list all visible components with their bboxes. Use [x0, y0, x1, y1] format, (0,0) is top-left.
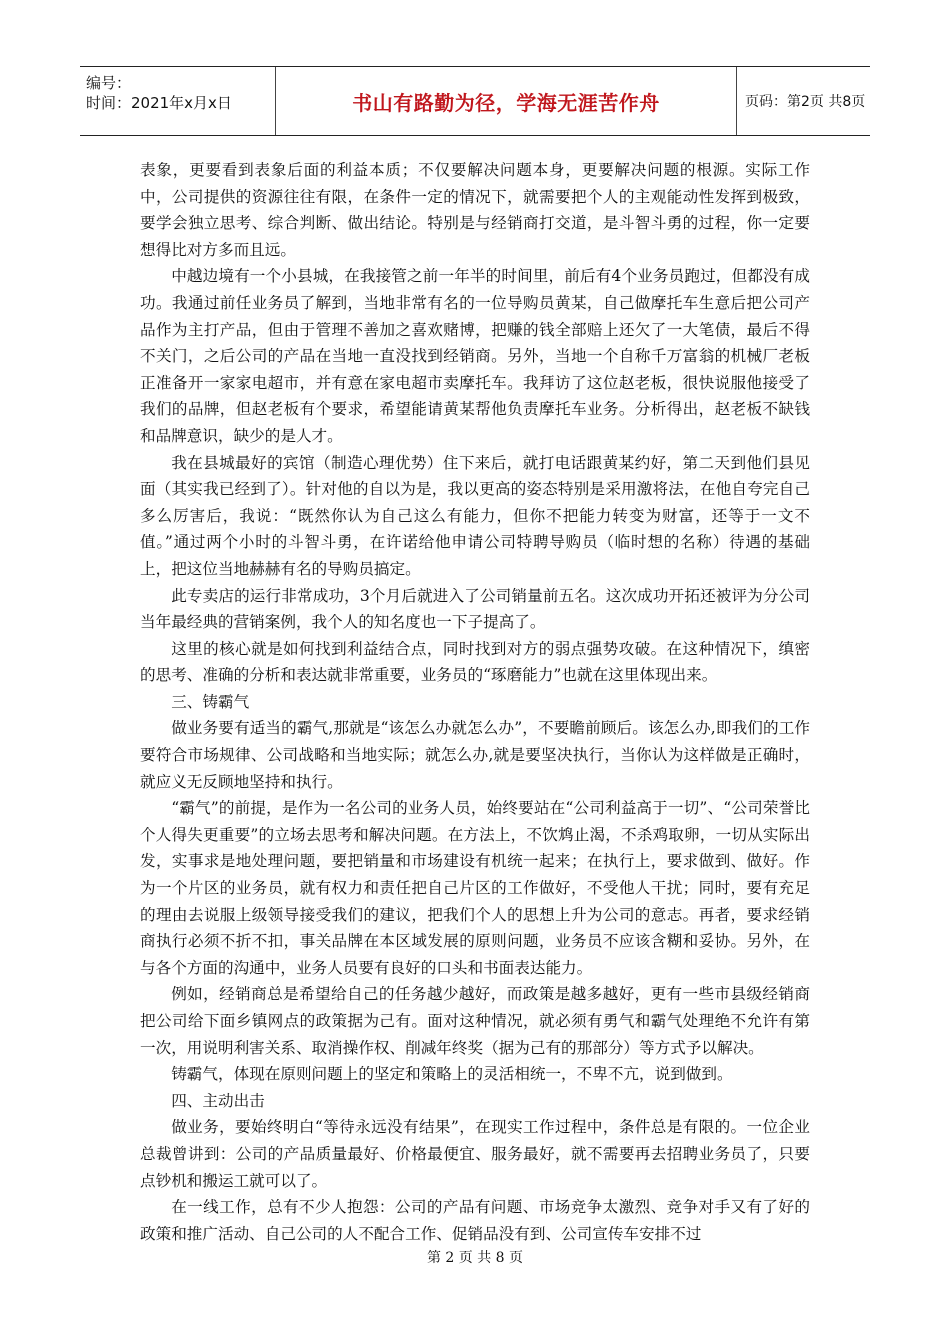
- paragraph: 中越边境有一个小县城，在我接管之前一年半的时间里，前后有4个业务员跑过，但都没有成功。我通过前任业务员了解到，当地非常有名的一位导购员黄某，自己做摩托车生意后把公司产品作为主打产品，但由于管理不善加之喜欢赌博，把赚的钱全部赔上还欠了一大笔债，最后不得不关门，之后公司的产品在当地一直没找到经销商。另外，当地一个自称千万富翁的机械厂老板正准备开一家家电超市，并有意在家电超市卖摩托车。我拜访了这位赵老板，很快说服他接受了我们的品牌，但赵老板有个要求，希望能请黄某帮他负责摩托车业务。分析得出，赵老板不缺钱和品牌意识，缺少的是人才。: [140, 267, 810, 445]
- paragraph: 在一线工作，总有不少人抱怨：公司的产品有问题、市场竞争太激烈、竞争对手又有了好的政策和推广活动、自己公司的人不配合工作、促销品没有到、公司宣传车安排不过: [140, 1198, 810, 1243]
- section-heading: 四、主动出击: [171, 1091, 265, 1110]
- header-motto-cell: [276, 67, 737, 135]
- document-time-label: 时间：2021年x月x日: [86, 94, 232, 112]
- paragraph: 做业务，要始终明白“等待永远没有结果”，在现实工作过程中，条件总是有限的。一位企业总裁曾讲到：公司的产品质量最好、价格最便宜、服务最好，就不需要再去招聘业务员了，只要点钞机和搬运工就可以了。: [140, 1118, 810, 1190]
- document-body: [140, 157, 810, 1247]
- header-meta: [80, 67, 276, 135]
- header-page-info: 页码：第2页 共8页: [745, 94, 866, 110]
- paragraph: 我在县城最好的宾馆（制造心理优势）住下来后，就打电话跟黄某约好，第二天到他们县见面（其实我已经到了）。针对他的自以为是，我以更高的姿态特别是采用激将法，在他自夸完自己多么厉害后，我说：“既然你认为自己这么有能力，但你不把能力转变为财富，还等于一文不值。”通过两个小时的斗智斗勇，在许诺给他申请公司特聘导购员（临时想的名称）待遇的基础上，把这位当地赫赫有名的导购员搞定。: [140, 453, 810, 578]
- paragraph: 铸霸气，体现在原则问题上的坚定和策略上的灵活相统一，不卑不亢，说到做到。: [171, 1065, 733, 1084]
- section-heading: 三、铸霸气: [171, 692, 250, 711]
- paragraph: 这里的核心就是如何找到利益结合点，同时找到对方的弱点强势攻破。在这种情况下，缜密的思考、准确的分析和表达就非常重要，业务员的“琢磨能力”也就在这里体现出来。: [140, 639, 810, 685]
- header-page-cell: [737, 67, 870, 135]
- page-header: [80, 66, 870, 136]
- paragraph: “霸气”的前提，是作为一名公司的业务人员，始终要站在“公司利益高于一切”、“公司荣誉比个人得失更重要”的立场去思考和解决问题。在方法上，不饮鸩止渴，不杀鸡取卵，一切从实际出发，实事求是地处理问题，要把销量和市场建设有机统一起来；在执行上，要求做到、做好。作为一个片区的业务员，就有权力和责任把自己片区的工作做好，不受他人干扰；同时，要有充足的理由去说服上级领导接受我们的建议，把我们个人的思想上升为公司的意志。再者，要求经销商执行必须不折不扣，事关品牌在本区域发展的原则问题，业务员不应该含糊和妥协。另外，在与各个方面的沟通中，业务人员要有良好的口头和书面表达能力。: [140, 799, 810, 977]
- paragraph: 此专卖店的运行非常成功，3个月后就进入了公司销量前五名。这次成功开拓还被评为分公司当年最经典的营销案例，我个人的知名度也一下子提高了。: [140, 586, 810, 632]
- page-footer: 第 2 页 共 8 页: [426, 1250, 524, 1266]
- document-number-label: 编号：: [86, 74, 132, 92]
- paragraph: 做业务要有适当的霸气,那就是“该怎么办就怎么办”，不要瞻前顾后。该怎么办,即我们的工作要符合市场规律、公司战略和当地实际；就怎么办,就是要坚决执行，当你认为这样做是正确时，就应义无反顾地坚持和执行。: [140, 719, 810, 791]
- paragraph: 例如，经销商总是希望给自己的任务越少越好，而政策是越多越好，更有一些市县级经销商把公司给下面乡镇网点的政策据为己有。面对这种情况，就必须有勇气和霸气处理绝不允许有第一次，用说明利害关系、取消操作权、削减年终奖（据为己有的那部分）等方式予以解决。: [140, 985, 810, 1057]
- header-motto: 书山有路勤为径，学海无涯苦作舟: [352, 90, 660, 115]
- paragraph-continuation: 表象，更要看到表象后面的利益本质；不仅要解决问题本身，更要解决问题的根源。实际工作中，公司提供的资源往往有限，在条件一定的情况下，就需要把个人的主观能动性发挥到极致，要学会独立思考、综合判断、做出结论。特别是与经销商打交道，是斗智斗勇的过程，你一定要想得比对方多而且远。: [140, 161, 810, 259]
